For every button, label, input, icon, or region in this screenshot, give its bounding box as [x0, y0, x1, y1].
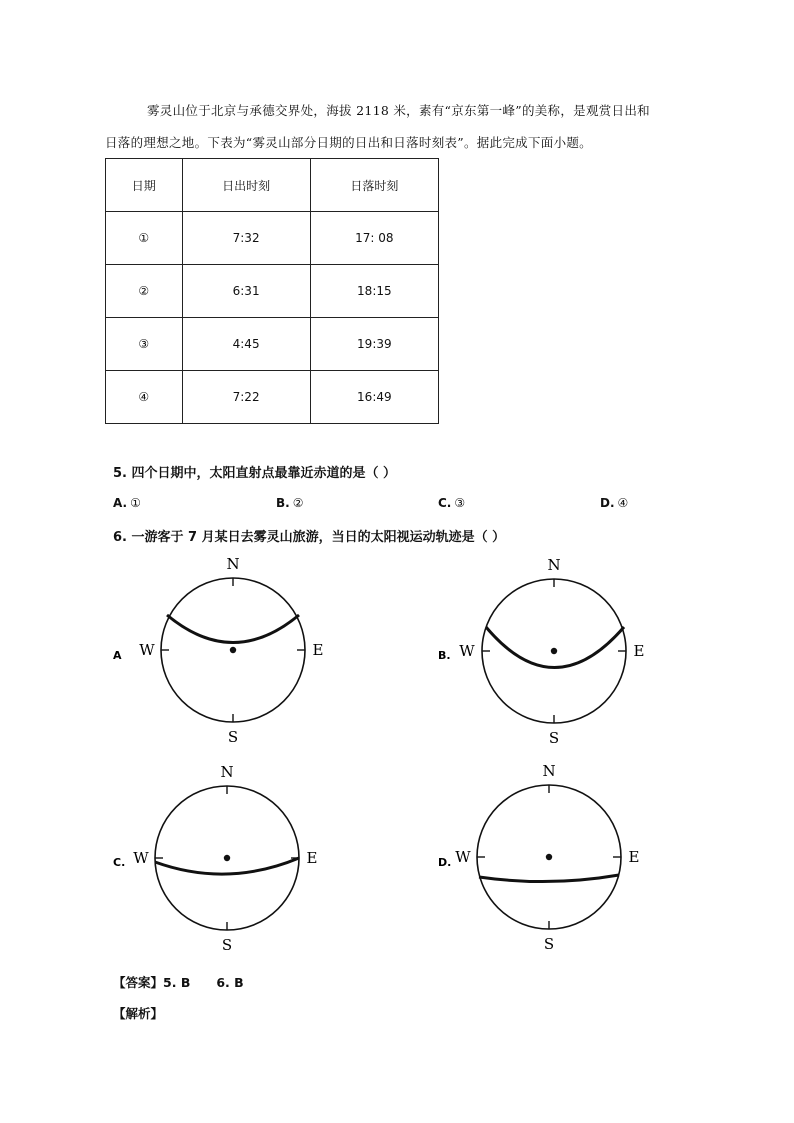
option-text: ②: [292, 496, 304, 510]
answer-5: 5. B: [163, 975, 191, 990]
table-cell: 4:45: [182, 318, 310, 371]
north-label: N: [547, 556, 561, 574]
south-label: S: [543, 935, 555, 953]
table-cell: 18:15: [310, 265, 438, 318]
east-label: E: [312, 641, 324, 659]
option-letter: C.: [438, 496, 452, 510]
north-label: N: [220, 763, 234, 781]
answer-line: [113, 973, 244, 991]
table-cell: 7:22: [182, 371, 310, 424]
figure-b: [438, 556, 644, 747]
table-cell: 7:32: [182, 212, 310, 265]
east-label: E: [306, 849, 318, 867]
west-label: W: [455, 848, 471, 866]
option-text: ③: [454, 496, 466, 510]
table-cell: ③: [106, 318, 183, 371]
east-label: E: [628, 848, 640, 866]
answer-6: 6. B: [216, 975, 244, 990]
table-header-sunset: 日落时刻: [310, 159, 438, 212]
east-label: E: [633, 642, 645, 660]
south-label: S: [221, 936, 233, 954]
figure-a: [113, 555, 323, 746]
figure-label: C.: [113, 856, 126, 869]
table-header-sunrise: 日出时刻: [182, 159, 310, 212]
table-cell: 17: 08: [310, 212, 438, 265]
table-cell: ④: [106, 371, 183, 424]
south-label: S: [548, 729, 560, 747]
north-label: N: [542, 762, 556, 780]
analysis-heading: 【解析】: [113, 1006, 164, 1021]
table-header-date: 日期: [106, 159, 183, 212]
south-label: S: [227, 728, 239, 746]
figure-c: [113, 763, 317, 954]
intro-line-1: 雾灵山位于北京与承德交界处，海拔 2118 米，素有“京东第一峰”的美称，是观赏日出和: [147, 103, 650, 118]
figure-label: D.: [438, 856, 452, 869]
figure-label: A: [113, 649, 122, 662]
question-5-stem: 5. 四个日期中，太阳直射点最靠近赤道的是（ ）: [113, 466, 397, 481]
table-cell: 6:31: [182, 265, 310, 318]
west-label: W: [459, 642, 475, 660]
table-cell: ①: [106, 212, 183, 265]
table-cell: 19:39: [310, 318, 438, 371]
question-6-stem: 6. 一游客于 7 月某日去雾灵山旅游，当日的太阳视运动轨迹是（ ）: [113, 530, 506, 545]
option-text: ④: [617, 496, 629, 510]
intro-line-2: 日落的理想之地。下表为“雾灵山部分日期的日出和日落时刻表”。据此完成下面小题。: [105, 135, 592, 150]
west-label: W: [133, 849, 149, 867]
option-letter: D.: [600, 496, 615, 510]
option-letter: A.: [113, 496, 128, 510]
table-cell: 16:49: [310, 371, 438, 424]
option-letter: B.: [276, 496, 290, 510]
answer-tag: 【答案】: [113, 975, 164, 990]
figure-label: B.: [438, 649, 451, 662]
option-text: ①: [130, 496, 141, 510]
north-label: N: [226, 555, 240, 573]
west-label: W: [139, 641, 155, 659]
table-cell: ②: [106, 265, 183, 318]
figure-d: [438, 762, 639, 953]
